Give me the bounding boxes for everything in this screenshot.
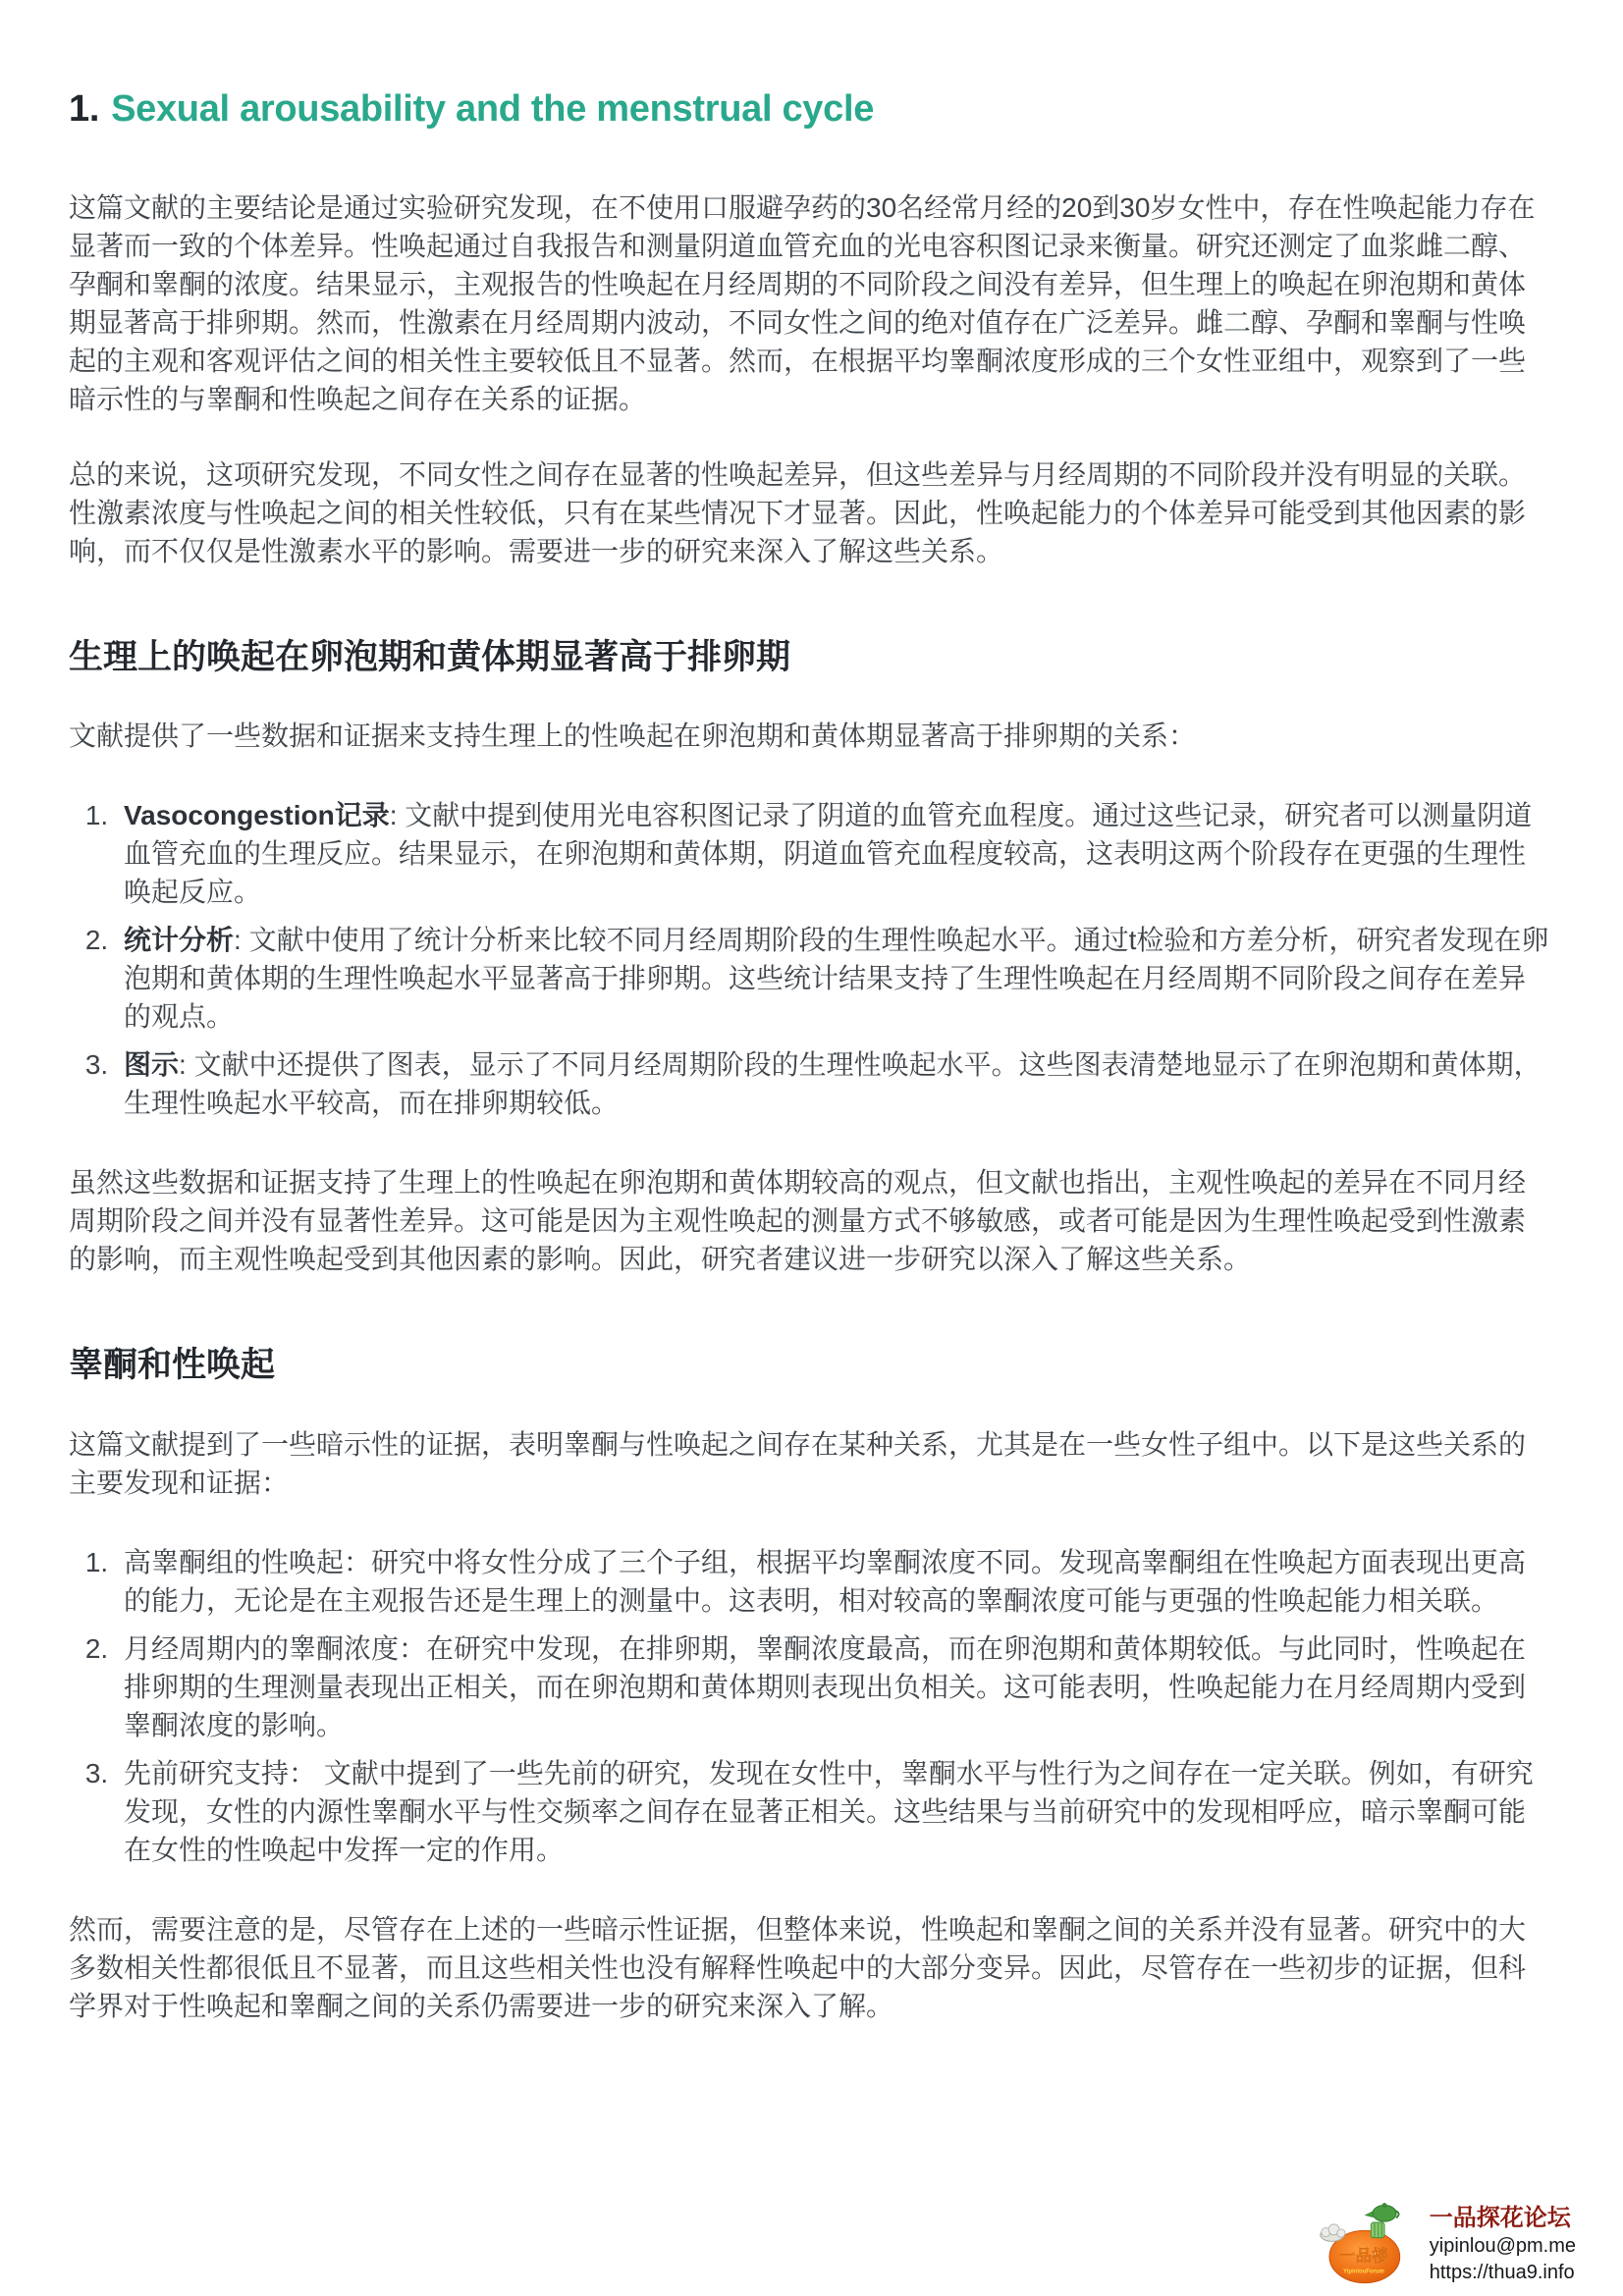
page-title-text: Sexual arousability and the menstrual cycle — [111, 88, 875, 130]
list-item — [116, 921, 1551, 1036]
list-item-lead: 统计分析 — [124, 925, 235, 955]
section1-heading: 生理上的唤起在卵泡期和黄体期显著高于排卵期 — [69, 637, 791, 676]
section1-list — [69, 796, 1551, 1122]
cup-icon — [1371, 2222, 1384, 2238]
section1-outro-paragraph: 虽然这些数据和证据支持了生理上的性唤起在卵泡期和黄体期较高的观点，但文献也指出，主观性唤起的差异在不同月经周期阶段之间并没有显著性差异。这可能是因为主观性唤起的测量方式不够敏感，或者可能是因为生理性唤起受到性激素的影响，而主观性唤起受到其他因素的影响。因此，研究者建议进一步研究以深入了解这些关系。 — [69, 1167, 1527, 1274]
section2-list — [69, 1543, 1551, 1869]
list-item-text: 月经周期内的睾酮浓度：在研究中发现，在排卵期，睾酮浓度最高，而在卵泡期和黄体期较低。与此同时，性唤起在排卵期的生理测量表现出正相关，而在卵泡期和黄体期则表现出负相关。这可能表明，性唤起能力在月经周期内受到睾酮浓度的影响。 — [124, 1632, 1527, 1740]
forum-email: yipinlou@pm.me — [1429, 2235, 1576, 2257]
cloud-icon — [1321, 2224, 1345, 2241]
list-item-lead: 图示 — [124, 1049, 180, 1080]
page-title — [69, 86, 1551, 133]
section2-heading: 睾酮和性唤起 — [69, 1346, 276, 1384]
intro-paragraph-2: 总的来说，这项研究发现，不同女性之间存在显著的性唤起差异，但这些差异与月经周期的不同阶段并没有明显的关联。性激素浓度与性唤起之间的相关性较低，只有在某些情况下才显著。因此，性唤起能力的个体差异可能受到其他因素的影响，而不仅仅是性激素水平的影响。需要进一步的研究来深入了解这些关系。 — [69, 458, 1527, 566]
list-item-text: : 文献中提到使用光电容积图记录了阴道的血管充血程度。通过这些记录，研究者可以测量阴道血管充血的生理反应。结果显示，在卵泡期和黄体期，阴道血管充血程度较高，这表明这两个阶段存在更强的生理性唤起反应。 — [124, 800, 1533, 907]
teapot-icon — [1366, 2203, 1399, 2221]
watermark-footer — [1318, 2200, 1576, 2290]
logo-text: 一品楼 — [1338, 2246, 1388, 2266]
section2-intro-paragraph: 这篇文献提到了一些暗示性的证据，表明睾酮与性唤起之间存在某种关系，尤其是在一些女性子组中。以下是这些关系的主要发现和证据： — [69, 1428, 1527, 1498]
section1-intro-paragraph: 文献提供了一些数据和证据来支持生理上的性唤起在卵泡期和黄体期显著高于排卵期的关系： — [69, 721, 1197, 751]
list-item — [116, 1543, 1551, 1620]
list-item-lead: Vasocongestion记录 — [124, 800, 390, 830]
section2-outro-paragraph: 然而，需要注意的是，尽管存在上述的一些暗示性证据，但整体来说，性唤起和睾酮之间的关系并没有显著。研究中的大多数相关性都很低且不显著，而且这些相关性也没有解释性唤起中的大部分变异。因此，尽管存在一些初步的证据，但科学界对于性唤起和睾酮之间的关系仍需要进一步的研究来深入了解。 — [69, 1913, 1527, 2021]
list-item-text: : 文献中使用了统计分析来比较不同月经周期阶段的生理性唤起水平。通过t检验和方差分析，研究者发现在卵泡期和黄体期的生理性唤起水平显著高于排卵期。这些统计结果支持了生理性唤起在月经周期不同阶段之间存在差异的观点。 — [124, 925, 1549, 1032]
list-item — [116, 1045, 1551, 1122]
intro-paragraph-1: 这篇文献的主要结论是通过实验研究发现，在不使用口服避孕药的30名经常月经的20到30岁女性中，存在性唤起能力存在显著而一致的个体差异。性唤起通过自我报告和测量阴道血管充血的光电容积图记录来衡量。研究还测定了血浆雌二醇、孕酮和睾酮的浓度。结果显示，主观报告的性唤起在月经周期的不同阶段之间没有差异，但生理上的唤起在卵泡期和黄体期显著高于排卵期。然而，性激素在月经周期内波动，不同女性之间的绝对值存在广泛差异。雌二醇、孕酮和睾酮与性唤起的主观和客观评估之间的相关性主要较低且不显著。然而，在根据平均睾酮浓度形成的三个女性亚组中，观察到了一些暗示性的与睾酮和性唤起之间存在关系的证据。 — [69, 191, 1536, 414]
list-item — [116, 1754, 1551, 1869]
list-item — [116, 796, 1551, 911]
forum-url: https://thua9.info — [1429, 2262, 1575, 2283]
logo-subtext: YipinlouForum — [1342, 2269, 1384, 2275]
list-item-text: : 文献中还提供了图表，显示了不同月经周期阶段的生理性唤起水平。这些图表清楚地显示了在卵泡期和黄体期，生理性唤起水平较高，而在排卵期较低。 — [124, 1049, 1542, 1118]
forum-name: 一品探花论坛 — [1429, 2205, 1571, 2231]
watermark-text-block — [1430, 2204, 1576, 2286]
list-item — [116, 1629, 1551, 1744]
yipinlou-logo-icon — [1318, 2200, 1408, 2290]
list-item-text: 高睾酮组的性唤起：研究中将女性分成了三个子组，根据平均睾酮浓度不同。发现高睾酮组在性唤起方面表现出更高的能力，无论是在主观报告还是生理上的测量中。这表明，相对较高的睾酮浓度可能与更强的性唤起能力相关联。 — [124, 1546, 1527, 1616]
page-title-number: 1. — [69, 88, 100, 130]
list-item-text: 先前研究支持： 文献中提到了一些先前的研究，发现在女性中，睾酮水平与性行为之间存在一定关联。例如，有研究发现，女性的内源性睾酮水平与性交频率之间存在显著正相关。这些结果与当前研究中的发现相呼应，暗示睾酮可能在女性的性唤起中发挥一定的作用。 — [124, 1757, 1534, 1865]
